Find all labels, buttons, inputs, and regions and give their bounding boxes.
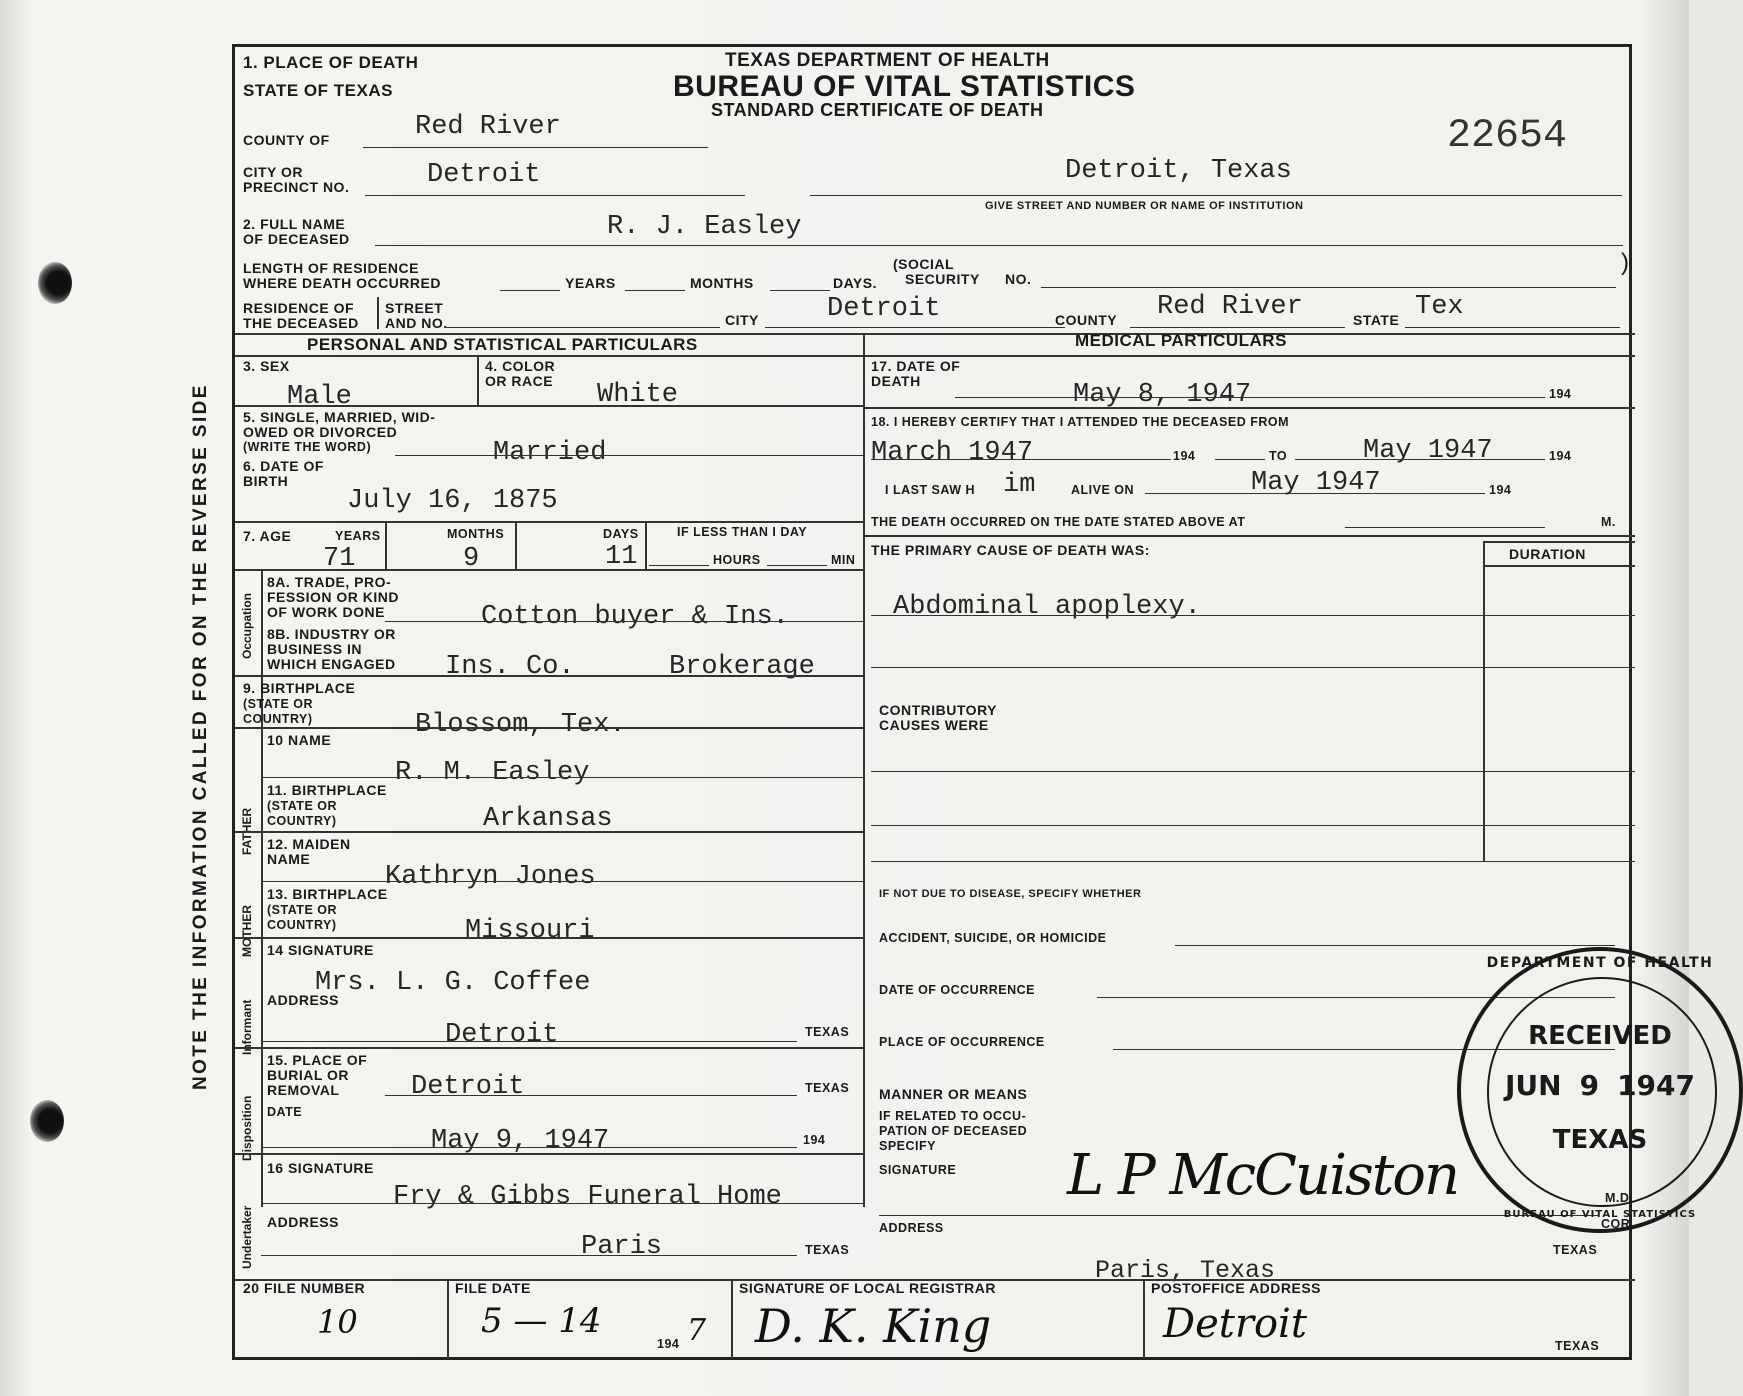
file-date-label: FILE DATE — [455, 1280, 531, 1296]
social-label-1: (SOCIAL — [893, 256, 955, 272]
manner-label: MANNER OR MEANS — [879, 1086, 1028, 1102]
md-label: M.D — [1605, 1191, 1630, 1205]
punch-hole — [30, 1100, 64, 1142]
father-name: R. M. Easley — [395, 758, 590, 788]
mother-name-line — [261, 881, 863, 882]
informant-address-line — [261, 1041, 797, 1042]
marital-value: Married — [493, 438, 607, 468]
last-saw-line — [1145, 493, 1485, 494]
row-rule — [863, 407, 1635, 409]
contributory-label-2: CAUSES WERE — [879, 717, 989, 733]
agency-title: TEXAS DEPARTMENT OF HEALTH — [725, 50, 1050, 71]
institution-label: GIVE STREET AND NUMBER OR NAME OF INSTITUTION — [985, 200, 1304, 212]
file-year-prefix: 194 — [657, 1337, 680, 1351]
personal-section-title: PERSONAL AND STATISTICAL PARTICULARS — [307, 335, 698, 354]
sex-divider — [477, 357, 479, 405]
certify-label: 18. I HEREBY CERTIFY THAT I ATTENDED THE DECEASED FROM — [871, 415, 1290, 429]
months-line — [625, 290, 685, 291]
street-label-2: AND NO. — [385, 315, 448, 331]
certificate-subtitle: STANDARD CERTIFICATE OF DEATH — [711, 100, 1044, 120]
contrib-line — [871, 861, 1635, 862]
trade-label-2: FESSION OR KIND — [267, 589, 399, 605]
accident-line — [1175, 945, 1615, 946]
duration-label: DURATION — [1509, 546, 1586, 562]
undertaker-signature: Fry & Gibbs Funeral Home — [393, 1182, 782, 1212]
hours-line — [649, 565, 709, 566]
father-birthplace: Arkansas — [483, 804, 613, 834]
registrar-signature: D. K. King — [755, 1299, 992, 1353]
stamp-date — [1461, 1069, 1739, 1102]
residence-label-2: THE DECEASED — [243, 315, 359, 331]
duration-top-rule — [1483, 541, 1635, 543]
footer-divider — [1143, 1279, 1145, 1359]
physician-address: Paris, Texas — [1095, 1256, 1276, 1285]
stamp-received: RECEIVED — [1528, 1021, 1672, 1051]
occupation-side-label: Occupation — [240, 592, 254, 659]
hours-label: HOURS — [713, 553, 761, 567]
bureau-title: BUREAU OF VITAL STATISTICS — [673, 70, 1136, 103]
row-rule — [235, 1047, 863, 1049]
dod-label-2: DEATH — [871, 373, 921, 389]
city-value: Detroit — [427, 160, 541, 190]
mother-bp-label-2: (STATE OR — [267, 903, 338, 917]
age-years-label: YEARS — [335, 529, 381, 543]
last-saw-him: im — [1003, 470, 1036, 500]
last-saw-label: I LAST SAW H — [885, 483, 976, 497]
accident-label: ACCIDENT, SUICIDE, OR HOMICIDE — [879, 931, 1107, 945]
file-date: 5 — 14 — [481, 1301, 602, 1341]
attended-from-line — [871, 459, 1171, 460]
birthplace-value: Blossom, Tex. — [415, 710, 626, 740]
mother-bp-label-1: 13. BIRTHPLACE — [267, 886, 388, 902]
primary-cause-label: THE PRIMARY CAUSE OF DEATH WAS: — [871, 542, 1150, 558]
alive-on-label: ALIVE ON — [1071, 483, 1135, 497]
age-divider — [385, 521, 387, 569]
street-line — [445, 327, 720, 328]
undertaker-signature-label: 16 SIGNATURE — [267, 1160, 374, 1176]
dod-line — [955, 397, 1545, 398]
sex-value: Male — [287, 382, 352, 412]
physician-signature: L P McCuiston — [1067, 1143, 1459, 1208]
residence-length-label-2: WHERE DEATH OCCURRED — [243, 275, 441, 291]
attended-to-year: 194 — [1549, 449, 1572, 463]
postoffice-address: Detroit — [1163, 1301, 1307, 1347]
reverse-side-note: NOTE THE INFORMATION CALLED FOR ON THE REVERSE SIDE — [190, 383, 211, 1090]
industry-label-1: 8B. INDUSTRY OR — [267, 626, 396, 642]
informant-address: Detroit — [445, 1020, 559, 1050]
burial-date-label: DATE — [267, 1105, 303, 1119]
stamp-day: 9 — [1579, 1069, 1600, 1102]
row-rule — [235, 405, 863, 407]
file-year-digit: 7 — [687, 1313, 707, 1348]
residence-divider — [377, 297, 379, 329]
marital-label-3: (WRITE THE WORD) — [243, 440, 372, 454]
place-of-death-label: 1. PLACE OF DEATH — [243, 53, 419, 72]
father-bp-label-3: COUNTRY) — [267, 814, 337, 828]
institution-line — [810, 195, 1622, 196]
last-saw-year: 194 — [1489, 483, 1512, 497]
informant-signature: Mrs. L. G. Coffee — [315, 968, 591, 998]
residence-state-label: STATE — [1353, 312, 1400, 328]
residence-length-label-1: LENGTH OF RESIDENCE — [243, 260, 419, 276]
dob-label-1: 6. DATE OF — [243, 458, 324, 474]
birthplace-label-1: 9. BIRTHPLACE — [243, 680, 356, 696]
residence-county-label: COUNTY — [1055, 312, 1118, 328]
burial-label-3: REMOVAL — [267, 1082, 340, 1098]
mother-birthplace: Missouri — [465, 916, 595, 946]
punch-hole — [38, 262, 72, 304]
occurred-line — [1345, 527, 1545, 528]
contrib-line — [871, 825, 1635, 826]
age-divider — [645, 521, 647, 569]
date-occurrence-label: DATE OF OCCURRENCE — [879, 983, 1035, 997]
informant-texas-label: TEXAS — [805, 1025, 850, 1039]
occurred-label: THE DEATH OCCURRED ON THE DATE STATED ABOVE AT — [871, 515, 1246, 529]
row-rule — [863, 535, 1635, 537]
footer-divider — [731, 1279, 733, 1359]
death-certificate — [232, 44, 1714, 1360]
occupation-related-label-1: IF RELATED TO OCCU- — [879, 1109, 1027, 1123]
county-label: COUNTY OF — [243, 132, 330, 148]
county-line — [363, 147, 708, 148]
dod-year-label: 194 — [1549, 387, 1572, 401]
residence-state: Tex — [1415, 292, 1464, 322]
undertaker-address-label: ADDRESS — [267, 1214, 339, 1230]
full-name-label-2: OF DECEASED — [243, 231, 350, 247]
burial-texas-label: TEXAS — [805, 1081, 850, 1095]
sex-label: 3. SEX — [243, 358, 290, 374]
row-rule — [235, 521, 863, 523]
dob-label-2: BIRTH — [243, 473, 289, 489]
mother-side-label: MOTHER — [240, 905, 254, 957]
primary-cause: Abdominal apoplexy. — [893, 592, 1201, 622]
dod-value: May 8, 1947 — [1073, 380, 1252, 410]
not-disease-label: IF NOT DUE TO DISEASE, SPECIFY WHETHER — [879, 888, 1142, 900]
row-rule — [235, 1153, 863, 1155]
attended-to: May 1947 — [1363, 436, 1493, 466]
disposition-side-label: Disposition — [240, 1095, 254, 1161]
file-number-label: 20 FILE NUMBER — [243, 1280, 366, 1296]
contributory-label-1: CONTRIBUTORY — [879, 702, 997, 718]
cor-label: COR — [1601, 1217, 1631, 1231]
father-name-line — [261, 777, 863, 778]
color-label-2: OR RACE — [485, 373, 554, 389]
residence-city-line — [765, 327, 1065, 328]
social-label-2: SECURITY — [905, 271, 980, 287]
last-saw-date: May 1947 — [1251, 468, 1381, 498]
row-rule — [235, 675, 863, 677]
age-months: 9 — [463, 544, 480, 574]
section-header-rule — [235, 355, 1635, 357]
color-label-1: 4. COLOR — [485, 358, 556, 374]
social-line — [1041, 287, 1616, 288]
stamp-ring-text: DEPARTMENT OF HEALTH — [1486, 955, 1714, 971]
m-label: M. — [1601, 515, 1616, 529]
trade-line — [385, 621, 863, 622]
attended-from-year: 194 — [1173, 449, 1196, 463]
undertaker-address-line — [261, 1255, 797, 1256]
social-no-label: NO. — [1005, 271, 1032, 287]
signature-label: SIGNATURE — [879, 1163, 957, 1177]
undertaker-line — [261, 1203, 863, 1204]
burial-place: Detroit — [411, 1072, 525, 1102]
less-than-day-label: IF LESS THAN I DAY — [677, 525, 808, 539]
mother-name: Kathryn Jones — [385, 862, 596, 892]
days-label: DAYS. — [833, 275, 878, 291]
occupation-related-label-3: SPECIFY — [879, 1139, 936, 1153]
undertaker-texas-label: TEXAS — [805, 1243, 850, 1257]
state-of-texas-label: STATE OF TEXAS — [243, 81, 393, 100]
city-label-2: PRECINCT NO. — [243, 179, 350, 195]
age-divider — [515, 521, 517, 569]
burial-year-label: 194 — [803, 1133, 826, 1147]
industry-value-1: Ins. Co. — [445, 652, 575, 682]
father-name-label: 10 NAME — [267, 732, 332, 748]
marital-line — [395, 455, 863, 456]
occupation-related-label-2: PATION OF DECEASED — [879, 1124, 1028, 1138]
residence-state-line — [1405, 327, 1620, 328]
residence-county: Red River — [1157, 292, 1303, 322]
county-value: Red River — [415, 112, 561, 142]
duration-column-line — [1483, 541, 1485, 861]
age-days-label: DAYS — [603, 527, 639, 541]
mother-name-label-2: NAME — [267, 851, 311, 867]
column-divider — [863, 333, 865, 1207]
stamp-year: 1947 — [1617, 1069, 1695, 1102]
months-label: MONTHS — [690, 275, 754, 291]
mother-bp-label-3: COUNTRY) — [267, 918, 337, 932]
age-label: 7. AGE — [243, 528, 292, 544]
cause-line — [871, 667, 1635, 668]
residence-county-line — [1130, 327, 1345, 328]
stamp-ring-bottom: BUREAU OF VITAL STATISTICS — [1503, 1209, 1697, 1220]
marital-label-1: 5. SINGLE, MARRIED, WID- — [243, 409, 436, 425]
street-label-1: STREET — [385, 300, 444, 316]
registrar-label: SIGNATURE OF LOCAL REGISTRAR — [739, 1280, 996, 1296]
cause-line — [871, 615, 1635, 616]
file-number: 10 — [317, 1303, 358, 1341]
trade-label-1: 8A. TRADE, PRO- — [267, 574, 392, 590]
informant-address-label: ADDRESS — [267, 992, 339, 1008]
industry-label-2: BUSINESS IN — [267, 641, 362, 657]
row-rule — [235, 569, 863, 571]
footer-divider — [447, 1279, 449, 1359]
city-line — [365, 195, 745, 196]
age-days: 11 — [605, 542, 638, 572]
years-label: YEARS — [565, 275, 616, 291]
to-label: TO — [1269, 449, 1288, 463]
footer-texas-label: TEXAS — [1555, 1339, 1600, 1353]
birthplace-label-2: (STATE OR — [243, 697, 314, 711]
trade-value: Cotton buyer & Ins. — [481, 602, 789, 632]
dod-label-1: 17. DATE OF — [871, 358, 961, 374]
contrib-line — [871, 771, 1635, 772]
full-name-label-1: 2. FULL NAME — [243, 216, 346, 232]
stamp-month: JUN — [1504, 1069, 1562, 1102]
stamp-state: TEXAS — [1552, 1125, 1648, 1155]
father-side-label: FATHER — [240, 807, 254, 855]
social-paren: ) — [1621, 249, 1630, 276]
min-label: MIN — [831, 553, 856, 567]
age-years: 71 — [323, 544, 356, 574]
days-line — [770, 290, 830, 291]
marital-label-2: OWED OR DIVORCED — [243, 424, 398, 440]
residence-label-1: RESIDENCE OF — [243, 300, 355, 316]
received-stamp — [1457, 947, 1743, 1233]
institution-value: Detroit, Texas — [1065, 156, 1292, 186]
burial-label-1: 15. PLACE OF — [267, 1052, 368, 1068]
industry-value-2: Brokerage — [669, 652, 815, 682]
father-bp-label-1: 11. BIRTHPLACE — [267, 782, 387, 798]
burial-date-line — [261, 1147, 797, 1148]
city-label-1: CITY OR — [243, 164, 304, 180]
certificate-number: 22654 — [1447, 114, 1568, 159]
physician-texas-label: TEXAS — [1553, 1243, 1598, 1257]
min-line — [767, 565, 827, 566]
burial-label-2: BURIAL OR — [267, 1067, 350, 1083]
mother-name-label-1: 12. MAIDEN — [267, 836, 351, 852]
attended-from: March 1947 — [871, 438, 1034, 468]
trade-label-3: OF WORK DONE — [267, 604, 385, 620]
residence-city-label: CITY — [725, 312, 759, 328]
place-occurrence-label: PLACE OF OCCURRENCE — [879, 1035, 1045, 1049]
residence-city: Detroit — [827, 294, 941, 324]
birthplace-label-3: COUNTRY) — [243, 712, 313, 726]
years-line — [500, 290, 560, 291]
informant-side-label: Informant — [240, 999, 254, 1055]
deceased-name: R. J. Easley — [607, 212, 802, 242]
duration-header-rule — [1483, 565, 1635, 567]
undertaker-address: Paris — [581, 1232, 663, 1262]
age-months-label: MONTHS — [447, 527, 505, 541]
physician-address-label: ADDRESS — [879, 1221, 944, 1235]
attended-to-line — [1295, 459, 1545, 460]
father-bp-label-2: (STATE OR — [267, 799, 338, 813]
industry-label-3: WHICH ENGAGED — [267, 656, 396, 672]
postoffice-label: POSTOFFICE ADDRESS — [1151, 1280, 1322, 1296]
burial-line — [385, 1095, 797, 1096]
burial-date: May 9, 1947 — [431, 1126, 610, 1156]
color-value: White — [597, 380, 679, 410]
undertaker-side-label: Undertaker — [240, 1205, 254, 1269]
row-rule — [235, 727, 863, 729]
to-line — [1215, 459, 1265, 460]
medical-section-title: MEDICAL PARTICULARS — [1075, 331, 1287, 350]
full-name-line — [375, 245, 1623, 246]
row-rule — [235, 831, 863, 833]
row-rule — [235, 937, 863, 939]
informant-signature-label: 14 SIGNATURE — [267, 942, 374, 958]
dob-value: July 16, 1875 — [347, 486, 558, 516]
side-column-line — [261, 569, 263, 1207]
